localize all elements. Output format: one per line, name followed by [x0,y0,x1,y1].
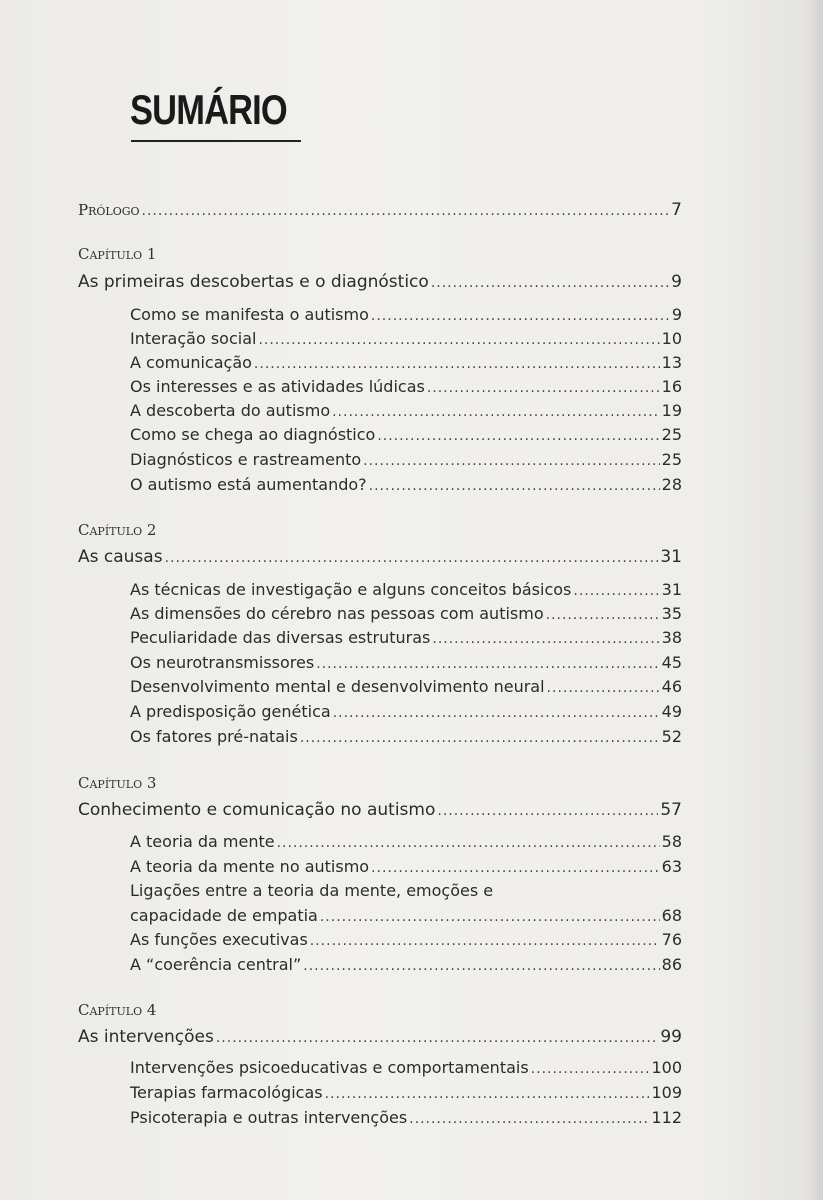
dot-leader [254,356,660,372]
toc-label: Intervenções psicoeducativas e comportamentais [130,1058,529,1077]
toc-page-number: 19 [661,401,682,420]
chapter-heading: Capítulo 4 [78,1001,157,1019]
toc-page-number: 76 [661,930,682,949]
toc-label: As técnicas de investigação e alguns conceitos básicos [130,580,572,599]
toc-entry-chapter[interactable] [78,272,682,292]
title-underline [131,140,301,142]
toc-page-number: 68 [661,906,682,925]
dot-leader [363,453,659,469]
toc-label: Peculiaridade das diversas estruturas [130,628,431,647]
dot-leader [216,1030,659,1046]
dot-leader [437,803,658,819]
toc-label: Psicoterapia e outras intervenções [130,1108,408,1127]
toc-label: Conhecimento e comunicação no autismo [78,800,436,820]
toc-entry-section[interactable] [130,305,682,324]
toc-entry-section[interactable] [130,425,682,444]
toc-entry-section[interactable] [130,1058,682,1077]
dot-leader [573,583,659,599]
toc-entry-chapter[interactable] [78,1027,682,1047]
toc-entry-section[interactable] [130,353,682,372]
toc-entry-section[interactable] [130,906,682,925]
toc-page-number: 7 [671,200,682,220]
dot-leader [371,860,660,876]
toc-entry-chapter[interactable] [78,547,682,567]
toc-entry-section[interactable] [130,857,682,876]
dot-leader [142,203,670,219]
page-edge-shadow [805,0,823,1200]
toc-label: Os neurotransmissores [130,653,315,672]
toc-entry-section[interactable] [130,1083,682,1102]
toc-entry-section[interactable] [130,832,682,851]
dot-leader [427,380,660,396]
dot-leader [258,332,659,348]
toc-page-number: 9 [671,272,682,292]
toc-label: Terapias farmacológicas [130,1083,323,1102]
toc-label: Interação social [130,329,257,348]
toc-page-number: 99 [660,1027,682,1047]
dot-leader [165,550,659,566]
dot-leader [369,478,660,494]
toc-label: A descoberta do autismo [130,401,331,420]
toc-entry-section[interactable] [130,450,682,469]
toc-page-number: 109 [651,1083,682,1102]
toc-page-number: 38 [661,628,682,647]
toc-label: Os fatores pré-natais [130,727,298,746]
toc-label: Prólogo [78,201,140,219]
toc-page-number: 100 [651,1058,682,1077]
toc-entry-section[interactable] [130,930,682,949]
toc-entry-chapter[interactable] [78,800,682,820]
toc-page-number: 57 [660,800,682,820]
toc-label: A “coerência central” [130,955,302,974]
toc-label: Os interesses e as atividades lúdicas [130,377,425,396]
toc-entry-section[interactable] [130,628,682,647]
toc-page-number: 25 [661,425,682,444]
toc-label: As dimensões do cérebro nas pessoas com autismo [130,604,544,623]
dot-leader [377,428,659,444]
toc-entry-section[interactable] [130,580,682,599]
toc-label: A predisposição genética [130,702,331,721]
toc-section-label-line[interactable]: Ligações entre a teoria da mente, emoções e [130,881,494,900]
dot-leader [546,607,660,623]
toc-entry-section[interactable] [130,604,682,623]
toc-entry-section[interactable] [130,1108,682,1127]
chapter-heading: Capítulo 1 [78,245,157,263]
toc-page-number: 10 [661,329,682,348]
dot-leader [547,680,660,696]
toc-entry-section[interactable] [130,475,682,494]
toc-page-number: 112 [651,1108,682,1127]
dot-leader [316,656,659,672]
dot-leader [325,1086,650,1102]
dot-leader [320,909,660,925]
toc-label: Diagnósticos e rastreamento [130,450,362,469]
toc-label: A comunicação [130,353,252,372]
toc-label: O autismo está aumentando? [130,475,367,494]
dot-leader [409,1111,649,1127]
dot-leader [431,275,669,291]
chapter-heading: Capítulo 3 [78,774,157,792]
toc-page-number: 49 [661,702,682,721]
dot-leader [277,835,660,851]
toc-entry-section[interactable] [130,329,682,348]
toc-label: As intervenções [78,1027,214,1047]
toc-label: Desenvolvimento mental e desenvolvimento neural [130,677,545,696]
toc-label: capacidade de empatia [130,906,318,925]
dot-leader [432,631,659,647]
toc-entry-prologue[interactable] [78,200,682,220]
toc-label: Como se chega ao diagnóstico [130,425,376,444]
dot-leader [300,730,660,746]
toc-page-number: 52 [661,727,682,746]
toc-page-number: 46 [661,677,682,696]
toc-entry-section[interactable] [130,677,682,696]
toc-page-number: 45 [661,653,682,672]
dot-leader [303,958,659,974]
toc-label: Como se manifesta o autismo [130,305,369,324]
toc-page-number: 63 [661,857,682,876]
toc-page-number: 35 [661,604,682,623]
toc-page-number: 31 [661,580,682,599]
dot-leader [310,933,660,949]
dot-leader [332,404,660,420]
page-title: SUMÁRIO [130,86,287,133]
dot-leader [531,1061,650,1077]
toc-entry-section[interactable] [130,401,682,420]
toc-label: As funções executivas [130,930,308,949]
chapter-heading: Capítulo 2 [78,521,157,539]
toc-label: A teoria da mente [130,832,275,851]
toc-entry-section[interactable] [130,702,682,721]
toc-page-number: 16 [661,377,682,396]
toc-page-number: 86 [661,955,682,974]
toc-page-number: 25 [661,450,682,469]
toc-page-number: 58 [661,832,682,851]
toc-entry-section[interactable] [130,653,682,672]
toc-entry-section[interactable] [130,377,682,396]
toc-entry-section[interactable] [130,727,682,746]
toc-page-number: 28 [661,475,682,494]
toc-page-number: 31 [660,547,682,567]
toc-label: As primeiras descobertas e o diagnóstico [78,272,429,292]
toc-label: As causas [78,547,163,567]
toc-label: A teoria da mente no autismo [130,857,370,876]
toc-page-number: 13 [661,353,682,372]
dot-leader [333,705,660,721]
dot-leader [371,308,670,324]
toc-entry-section[interactable] [130,955,682,974]
toc-page-number: 9 [671,305,682,324]
